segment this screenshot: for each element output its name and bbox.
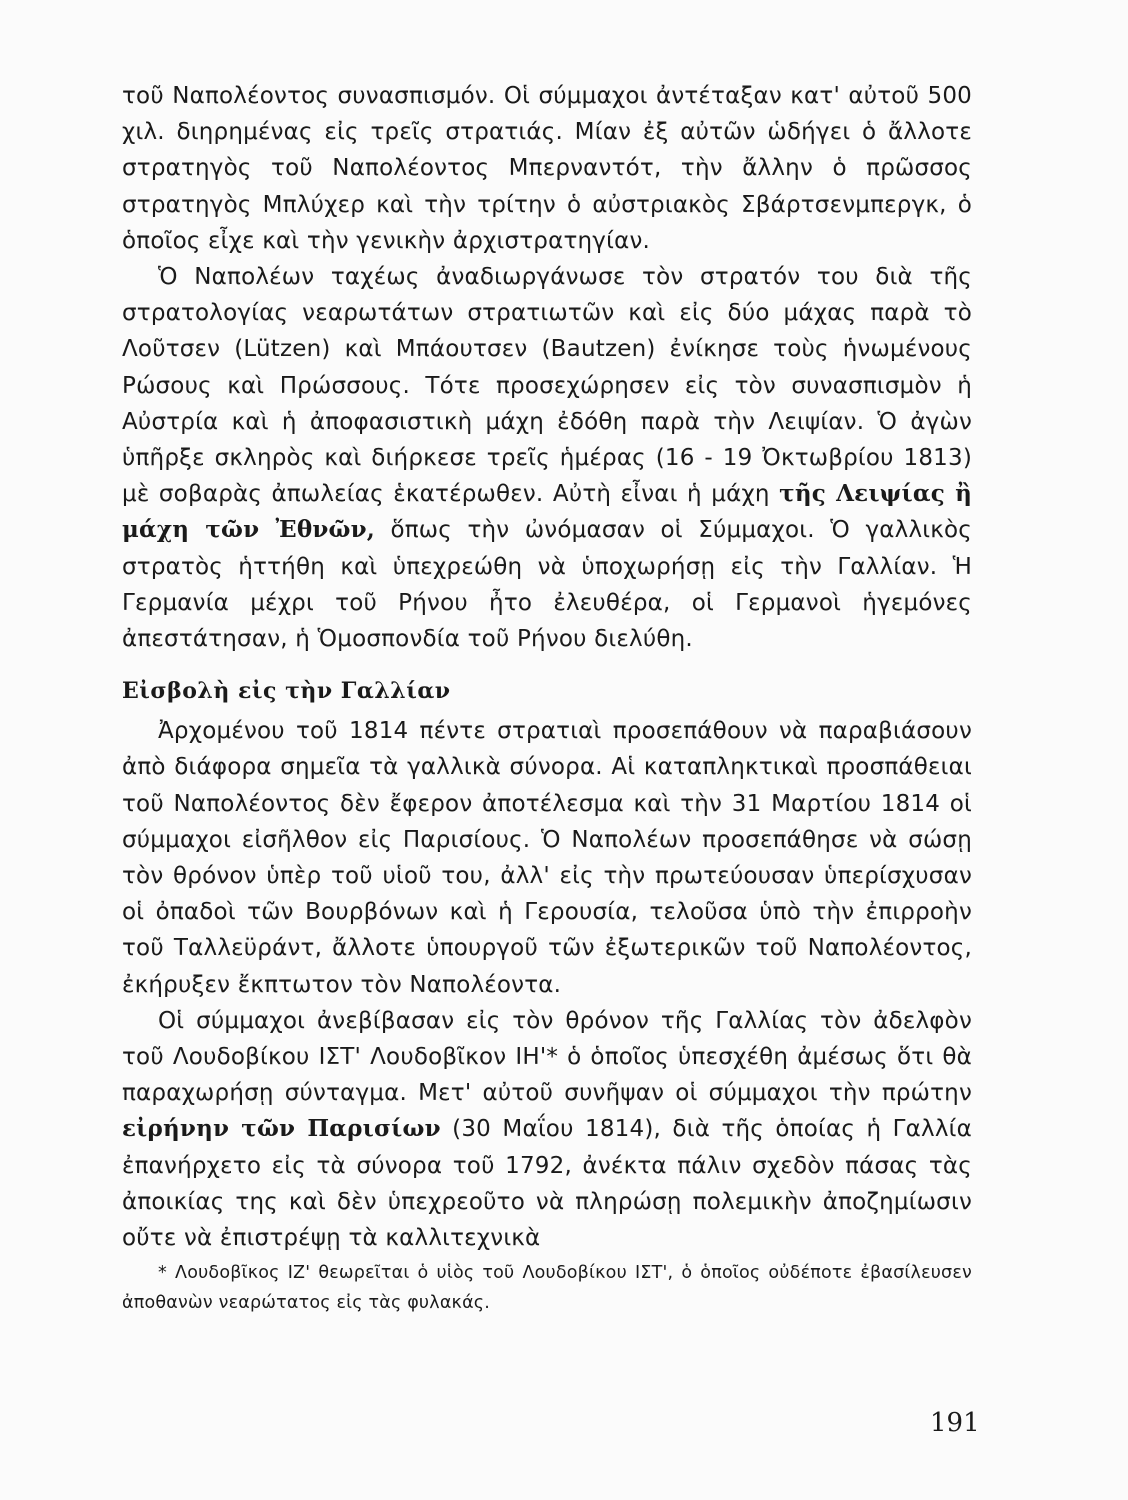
paragraph-1-text: τοῦ Ναπολέοντος συνασπισμόν. Οἱ σύμμαχοι ἀντέταξαν κατ' αὐτοῦ 500 χιλ. διηρημένας εἰς τρεῖς στρατιάς. Μίαν ἐξ αὐτῶν ὡδήγει ὁ ἄλλοτε στρατηγὸς τοῦ Ναπολέοντος Μπερναντότ, τὴν ἄλλην ὁ πρῶσσος στρατηγὸς Μπλύχερ καὶ τὴν τρίτην ὁ αὐστριακὸς Σβάρτσενμπεργκ, ὁ ὁποῖος εἶχε καὶ τὴν γενικὴν ἀρχιστρατηγίαν. <box>122 83 972 254</box>
paragraph-4-bold-treaty-name: εἰρήνην τῶν Παρισίων <box>122 1115 441 1143</box>
paragraph-4-text-a: Οἱ σύμμαχοι ἀνεβίβασαν εἰς τὸν θρόνον τῆς Γαλλίας τὸν ἀδελφὸν τοῦ Λουδοβίκου ΙΣΤ' Λουδοβῖκον ΙΗ'* ὁ ὁποῖος ὑπεσχέθη ἀμέσως ὅτι θὰ παραχωρήσῃ σύνταγμα. Μετ' αὐτοῦ συνῆψαν οἱ σύμμαχοι τὴν πρώτην <box>122 1007 972 1107</box>
section-heading: Εἰσβολὴ εἰς τὴν Γαλλίαν <box>122 678 451 705</box>
text-column <box>122 78 972 1318</box>
paragraph-4-text-b: (30 Μαΐου 1814), διὰ τῆς ὁποίας ἡ Γαλλία ἐπανήρχετο εἰς τὰ σύνορα τοῦ 1792, ἀνέκτα πάλιν σχεδὸν πάσας τὰς ἀποικίας της καὶ δὲν ὑπεχρεοῦτο νὰ πληρώσῃ πολεμικὴν ἀποζημίωσιν οὔτε νὰ ἐπιστρέψῃ τὰ καλλιτεχνικὰ <box>122 1116 973 1252</box>
paragraph-3 <box>122 713 972 1003</box>
page-number: 191 <box>930 1408 980 1438</box>
paragraph-2 <box>122 259 972 657</box>
paragraph-4 <box>122 1003 972 1256</box>
paragraph-2-text-a: Ὁ Ναπολέων ταχέως ἀναδιωργάνωσε τὸν στρατόν του διὰ τῆς στρατολογίας νεαρωτάτων στρατιωτῶν καὶ εἰς δύο μάχας παρὰ τὸ Λοῦτσεν (Lützen) καὶ Μπάουτσεν (Bautzen) ἐνίκησε τοὺς ἡνωμένους Ρώσους καὶ Πρώσσους. Τότε προσεχώρησεν εἰς τὸν συνασπισμὸν ἡ Αὐστρία καὶ ἡ ἀποφασιστικὴ μάχη ἐδόθη παρὰ τὴν Λειψίαν. Ὁ ἀγὼν ὑπῆρξε σκληρὸς καὶ διήρκεσε τρεῖς ἡμέρας (16 - 19 Ὀκτωβρίου 1813) μὲ σοβαρὰς ἀπωλείας ἑκατέρωθεν. Αὐτὴ εἶναι ἡ μάχη <box>122 264 972 508</box>
paragraph-2-text-b: ὅπως τὴν ὠνόμασαν οἱ Σύμμαχοι. Ὁ γαλλικὸς στρατὸς ἡττήθη καὶ ὑπεχρεώθη νὰ ὑποχωρήσῃ εἰς τὴν Γαλλίαν. Ἡ Γερμανία μέχρι τοῦ Ρήνου ἦτο ἐλευθέρα, οἱ Γερμανοὶ ἡγεμόνες ἀπεστάτησαν, ἡ Ὁμοσπονδία τοῦ Ρήνου διελύθη. <box>122 517 972 653</box>
footnote: * Λουδοβῖκος ΙΖ' θεωρεῖται ὁ υἱὸς τοῦ Λουδοβίκου ΙΣΤ', ὁ ὁποῖος οὐδέποτε ἐβασίλευσεν ἀποθανὼν νεαρώτατος εἰς τὰς φυλακάς. <box>122 1263 972 1314</box>
paragraph-3-text: Ἀρχομένου τοῦ 1814 πέντε στρατιαὶ προσεπάθουν νὰ παραβιάσουν ἀπὸ διάφορα σημεῖα τὰ γαλλικὰ σύνορα. Αἱ καταπληκτικαὶ προσπάθειαι τοῦ Ναπολέοντος δὲν ἔφερον ἀποτέλεσμα καὶ τὴν 31 Μαρτίου 1814 οἱ σύμμαχοι εἰσῆλθον εἰς Παρισίους. Ὁ Ναπολέων προσεπάθησε νὰ σώσῃ τὸν θρόνον ὑπὲρ τοῦ υἱοῦ του, ἀλλ' εἰς τὴν πρωτεύουσαν ὑπερίσχυσαν οἱ ὀπαδοὶ τῶν Βουρβόνων καὶ ἡ Γερουσία, τελοῦσα ὑπὸ τὴν ἐπιρροὴν τοῦ Ταλλεϋράντ, ἄλλοτε ὑπουργοῦ τῶν ἐξωτερικῶν τοῦ Ναπολέοντος, ἐκήρυξεν ἔκπτωτον τὸν Ναπολέοντα. <box>122 718 972 998</box>
paragraph-1 <box>122 78 972 259</box>
paragraph-2-bold-battle-name: τῆς Λειψίας ἢ μάχη τῶν Ἐθνῶν, <box>122 480 972 544</box>
